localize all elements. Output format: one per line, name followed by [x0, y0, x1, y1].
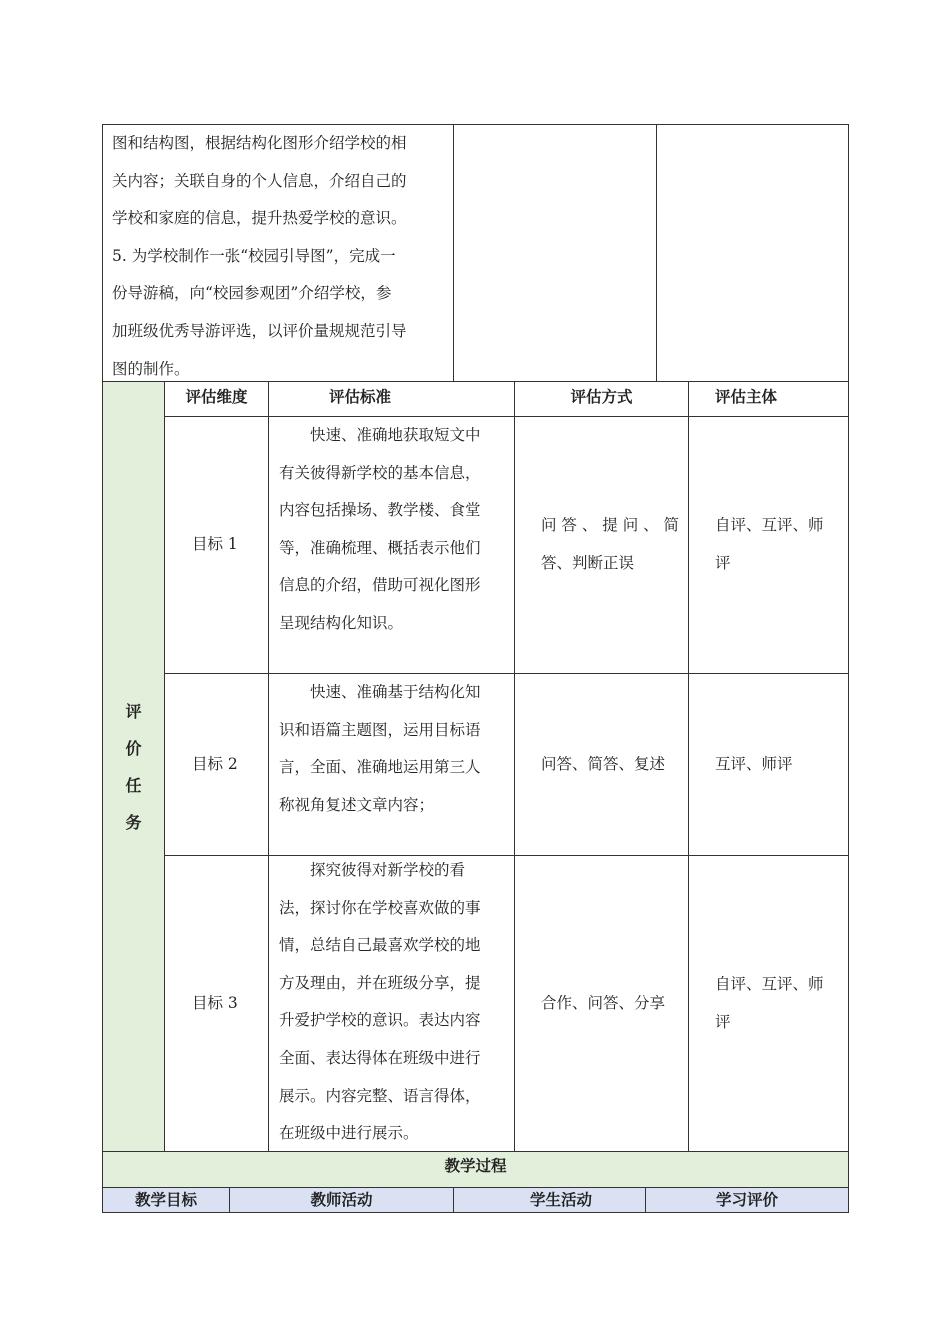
row2-method — [514, 673, 689, 856]
subject-line: 自评、互评、师 — [715, 516, 824, 535]
text-line: 图的制作。 — [112, 359, 190, 378]
text-line: 学校和家庭的信息，提升热爱学校的意识。 — [112, 209, 407, 228]
evaluation-side-label — [102, 381, 165, 1152]
top-empty-cell-1 — [453, 124, 657, 382]
side-char: 评 — [125, 701, 142, 721]
row3-standard — [268, 855, 515, 1152]
process-col-target: 教学目标 — [102, 1187, 230, 1213]
target-label: 目标 2 — [192, 754, 238, 773]
top-empty-cell-2 — [656, 124, 849, 382]
method-line: 问答、简答、复述 — [541, 754, 666, 773]
method-line: 问 答 、 提 问 、 简 — [541, 516, 680, 535]
subject-line: 评 — [715, 554, 731, 572]
standard-line: 探究彼得对新学校的看 — [310, 861, 466, 879]
subject-line: 自评、互评、师 — [715, 974, 824, 993]
row3-method — [514, 855, 689, 1152]
text-line: 5. 为学校制作一张“校园引导图”，完成一 — [112, 246, 396, 265]
standard-line: 方及理由，并在班级分享，提 — [279, 973, 481, 992]
text-line: 图和结构图，根据结构化图形介绍学校的相 — [112, 134, 407, 152]
standard-line: 快速、准确基于结构化知 — [310, 683, 481, 701]
standard-line: 称视角复述文章内容； — [279, 795, 435, 814]
standard-line: 识和语篇主题图，运用目标语 — [279, 720, 481, 739]
target-label: 目标 3 — [192, 993, 238, 1012]
text-line: 加班级优秀导游评选，以评价量规规范引导 — [112, 321, 407, 340]
row2-target — [164, 673, 269, 856]
row3-target — [164, 855, 269, 1152]
process-col-teacher: 教师活动 — [229, 1187, 454, 1213]
side-char: 务 — [125, 812, 142, 832]
subject-line: 互评、师评 — [715, 754, 793, 773]
text-line: 关内容；关联自身的个人信息，介绍自己的 — [112, 171, 407, 190]
standard-line: 升爱护学校的意识。表达内容 — [279, 1011, 481, 1030]
standard-line: 内容包括操场、教学楼、食堂 — [279, 501, 481, 520]
side-char: 价 — [125, 738, 142, 758]
text-line: 份导游稿，向“校园参观团”介绍学校，参 — [112, 284, 392, 303]
method-line: 答、判断正误 — [541, 554, 635, 572]
header-method: 评估方式 — [514, 381, 689, 417]
header-standard-text: 评估标准 — [329, 388, 392, 406]
header-subject — [688, 381, 849, 417]
row2-subject — [688, 673, 849, 856]
standard-line: 信息的介绍，借助可视化图形 — [279, 576, 481, 595]
standard-line: 法，探讨你在学校喜欢做的事 — [279, 898, 481, 917]
standard-line: 情，总结自己最喜欢学校的地 — [279, 936, 481, 955]
header-dimension: 评估维度 — [164, 381, 269, 417]
top-text — [112, 125, 448, 388]
standard-line: 等，准确梳理、概括表示他们 — [279, 538, 481, 557]
process-title: 教学过程 — [102, 1151, 849, 1188]
standard-line: 有关彼得新学校的基本信息， — [279, 463, 481, 482]
row3-subject — [688, 855, 849, 1152]
standard-line: 呈现结构化知识。 — [279, 613, 404, 632]
header-subject-text: 评估主体 — [715, 388, 778, 406]
method-line: 合作、问答、分享 — [541, 993, 666, 1012]
row2-standard — [268, 673, 515, 856]
target-label: 目标 1 — [192, 535, 238, 554]
top-text-cell — [102, 124, 454, 382]
process-col-evaluation: 学习评价 — [645, 1187, 849, 1213]
row1-method — [514, 416, 689, 674]
standard-line: 在班级中进行展示。 — [279, 1124, 419, 1143]
standard-line: 展示。内容完整、语言得体， — [279, 1086, 481, 1105]
process-col-student: 学生活动 — [453, 1187, 646, 1213]
side-char: 任 — [125, 775, 142, 795]
header-standard — [268, 381, 515, 417]
subject-line: 评 — [715, 1012, 731, 1031]
standard-line: 快速、准确地获取短文中 — [310, 426, 481, 444]
row1-subject — [688, 416, 849, 674]
standard-line: 全面、表达得体在班级中进行 — [279, 1048, 481, 1067]
row1-standard — [268, 416, 515, 674]
row1-target — [164, 416, 269, 674]
standard-line: 言，全面、准确地运用第三人 — [279, 758, 481, 777]
